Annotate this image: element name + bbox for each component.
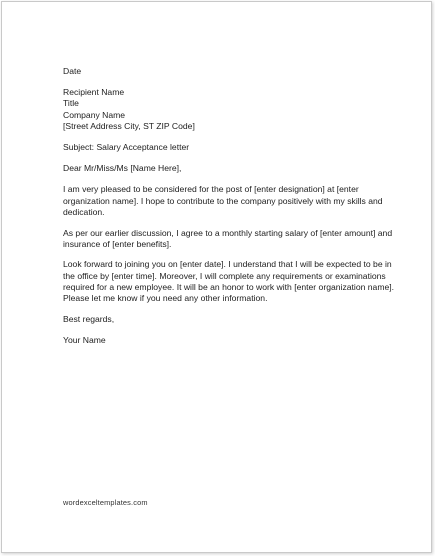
- date-text: Date: [63, 66, 82, 76]
- date-line: [63, 66, 401, 77]
- signature-line: [63, 335, 401, 346]
- subject-line: [63, 142, 401, 153]
- recipient-company: Company Name: [63, 109, 126, 120]
- paragraph-salary: As per our earlier discussion, I agree to a monthly starting salary of [enter amount] and insurance of [enter benefits].: [63, 227, 393, 249]
- signature-text: Your Name: [63, 334, 106, 345]
- salutation-text: Dear Mr/Miss/Ms [Name Here],: [63, 163, 182, 174]
- recipient-name: Recipient Name: [63, 87, 125, 98]
- footer-watermark: wordexceltemplates.com: [63, 498, 148, 507]
- letter-body: [63, 66, 401, 356]
- paragraph-intro: I am very pleased to be considered for the post of [enter designation] at [enter organization name]. I hope to contribute to the company positively with my skills and dedication.: [63, 184, 383, 217]
- salutation-line: [63, 163, 401, 174]
- recipient-block: [63, 87, 401, 132]
- closing-line: [63, 314, 401, 325]
- paragraph-joining: Look forward to joining you on [enter date]. I understand that I will be expected to be in the office by [enter time]. Moreover, I will complete any requirements or examinations required for a new employee. It will be an honor to work with [enter organization name]. Please let me know if you need any other information.: [63, 259, 395, 304]
- recipient-address: [Street Address City, ST ZIP Code]: [63, 120, 195, 131]
- recipient-title: Title: [63, 98, 79, 109]
- letter-page: [1, 1, 432, 553]
- closing-text: Best regards,: [63, 313, 115, 324]
- subject-text: Subject: Salary Acceptance letter: [63, 142, 190, 153]
